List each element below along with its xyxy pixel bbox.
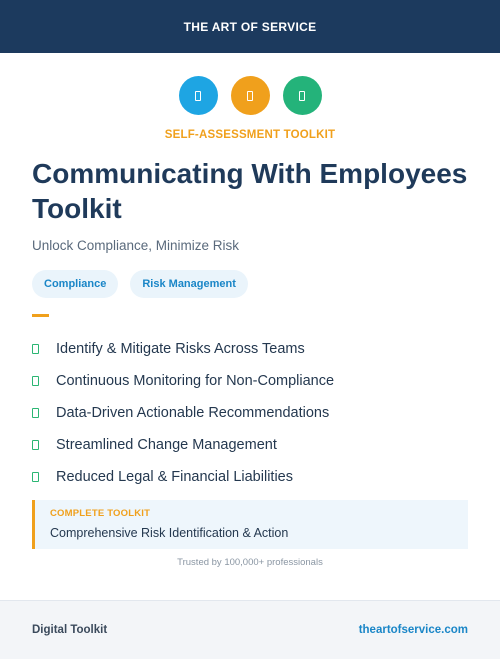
footer-label: Digital Toolkit	[32, 624, 108, 636]
tag-list	[32, 270, 248, 298]
list-item	[32, 397, 334, 429]
tag-compliance[interactable]: Compliance	[32, 270, 118, 298]
accent-divider	[32, 314, 49, 317]
document-icon	[247, 91, 253, 101]
check-icon	[32, 472, 39, 482]
feature-text: Streamlined Change Management	[56, 437, 277, 453]
list-item	[32, 365, 334, 397]
icon-row	[0, 76, 500, 115]
list-item	[32, 429, 334, 461]
check-icon	[32, 408, 39, 418]
trusted-note: Trusted by 100,000+ professionals	[177, 557, 323, 568]
feature-list	[32, 333, 334, 493]
callout-label: COMPLETE TOOLKIT	[50, 508, 151, 519]
list-item	[32, 333, 334, 365]
document-icon	[195, 91, 201, 101]
complete-toolkit-callout	[32, 500, 468, 549]
feature-text: Identify & Mitigate Risks Across Teams	[56, 341, 305, 357]
header-bar	[0, 0, 500, 53]
footer-bar	[0, 600, 500, 659]
check-icon	[32, 376, 39, 386]
check-icon	[32, 440, 39, 450]
website-link[interactable]: theartofservice.com	[358, 624, 468, 636]
subtitle: Unlock Compliance, Minimize Risk	[32, 238, 240, 253]
feature-text: Reduced Legal & Financial Liabilities	[56, 469, 293, 485]
orange-icon	[231, 76, 270, 115]
green-icon	[283, 76, 322, 115]
tag-risk-management[interactable]: Risk Management	[130, 270, 248, 298]
callout-text: Comprehensive Risk Identification & Action	[50, 526, 289, 540]
blue-icon	[179, 76, 218, 115]
document-icon	[299, 91, 305, 101]
page-title: Communicating With Employees Toolkit	[32, 158, 468, 224]
check-icon	[32, 344, 39, 354]
list-item	[32, 461, 334, 493]
feature-text: Data-Driven Actionable Recommendations	[56, 405, 330, 421]
brand-title: THE ART OF SERVICE	[183, 19, 317, 34]
feature-text: Continuous Monitoring for Non-Compliance	[56, 373, 335, 389]
kicker-label: SELF-ASSESSMENT TOOLKIT	[164, 129, 336, 141]
